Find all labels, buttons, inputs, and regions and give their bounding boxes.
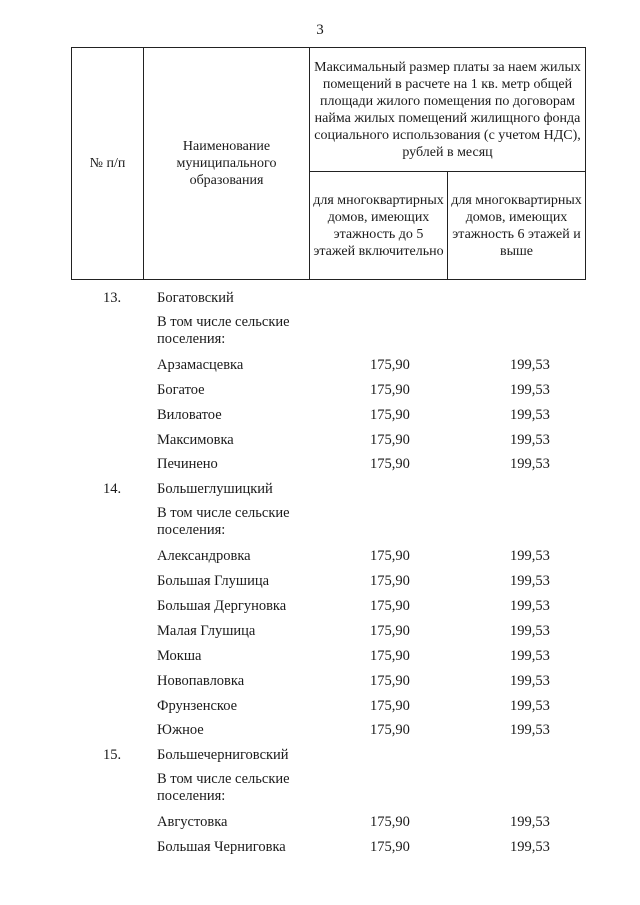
row-name: Виловатое bbox=[157, 406, 222, 423]
row-value-large: 199,53 bbox=[510, 598, 550, 615]
row-value-small: 175,90 bbox=[370, 573, 410, 590]
table-row bbox=[0, 289, 640, 314]
table-row bbox=[0, 721, 640, 746]
row-name: В том числе сельские поселения: bbox=[157, 313, 290, 347]
table-row bbox=[0, 838, 640, 863]
row-value-large: 199,53 bbox=[510, 456, 550, 473]
table-row bbox=[0, 813, 640, 838]
row-name: Большая Дергуновка bbox=[157, 598, 287, 615]
row-value-small: 175,90 bbox=[370, 722, 410, 739]
row-name: Александровка bbox=[157, 548, 251, 565]
row-value-small: 175,90 bbox=[370, 622, 410, 639]
row-value-large: 199,53 bbox=[510, 406, 550, 423]
row-value-small: 175,90 bbox=[370, 814, 410, 831]
row-value-small: 175,90 bbox=[370, 598, 410, 615]
header-col-a: для многоквартирных домов, имеющих этажность до 5 этажей включительно bbox=[310, 172, 448, 280]
header-col-b: для многоквартирных домов, имеющих этажность 6 этажей и выше bbox=[448, 172, 586, 280]
row-number: 13. bbox=[103, 290, 122, 306]
row-value-small: 175,90 bbox=[370, 406, 410, 423]
row-name: Малая Глушица bbox=[157, 622, 256, 639]
header-num: № п/п bbox=[72, 48, 144, 280]
table-row bbox=[0, 406, 640, 431]
table-row bbox=[0, 547, 640, 572]
table-row bbox=[0, 455, 640, 480]
row-name: Арзамасцевка bbox=[157, 356, 244, 373]
table-row bbox=[0, 381, 640, 406]
row-name: Большая Глушица bbox=[157, 573, 270, 590]
row-name: Максимовка bbox=[157, 431, 234, 448]
row-name: В том числе сельские поселения: bbox=[157, 771, 290, 805]
row-name: Фрунзенское bbox=[157, 697, 238, 714]
row-value-large: 199,53 bbox=[510, 814, 550, 831]
row-name: Новопавловка bbox=[157, 672, 245, 689]
table-row bbox=[0, 746, 640, 771]
table-row bbox=[0, 597, 640, 622]
row-name: Мокша bbox=[157, 647, 202, 664]
row-value-small: 175,90 bbox=[370, 431, 410, 448]
row-value-large: 199,53 bbox=[510, 722, 550, 739]
header-name: Наименование муниципального образования bbox=[144, 48, 310, 280]
row-name: Большеглушицкий bbox=[157, 481, 273, 498]
row-name: Большечерниговский bbox=[157, 747, 289, 764]
table-row bbox=[0, 356, 640, 381]
table-row bbox=[0, 622, 640, 647]
table-row bbox=[0, 314, 640, 356]
row-value-small: 175,90 bbox=[370, 381, 410, 398]
row-name: Августовка bbox=[157, 814, 228, 831]
row-value-large: 199,53 bbox=[510, 573, 550, 590]
row-name: В том числе сельские поселения: bbox=[157, 505, 290, 539]
table-row bbox=[0, 697, 640, 722]
row-value-large: 199,53 bbox=[510, 548, 550, 565]
table-row bbox=[0, 672, 640, 697]
table-body bbox=[0, 289, 640, 863]
row-value-small: 175,90 bbox=[370, 839, 410, 856]
row-value-small: 175,90 bbox=[370, 548, 410, 565]
row-number: 14. bbox=[103, 481, 122, 498]
row-value-large: 199,53 bbox=[510, 381, 550, 398]
row-name: Южное bbox=[157, 722, 204, 739]
row-value-large: 199,53 bbox=[510, 672, 550, 689]
table-row bbox=[0, 771, 640, 813]
table-row bbox=[0, 647, 640, 672]
row-value-large: 199,53 bbox=[510, 647, 550, 664]
row-name: Печинено bbox=[157, 456, 218, 473]
row-value-small: 175,90 bbox=[370, 697, 410, 714]
row-name: Богатовский bbox=[157, 290, 234, 306]
row-name: Большая Черниговка bbox=[157, 839, 286, 856]
row-value-small: 175,90 bbox=[370, 356, 410, 373]
header-group: Максимальный размер платы за наем жилых помещений в расчете на 1 кв. метр общей площади жилого помещения по договорам найма жилых помещений жилищного фонда социального использования (с учетом НДС), рублей в месяц bbox=[310, 48, 586, 172]
row-value-small: 175,90 bbox=[370, 456, 410, 473]
row-value-large: 199,53 bbox=[510, 839, 550, 856]
row-value-small: 175,90 bbox=[370, 647, 410, 664]
row-value-large: 199,53 bbox=[510, 356, 550, 373]
header-table bbox=[71, 47, 586, 280]
row-value-large: 199,53 bbox=[510, 697, 550, 714]
table-row bbox=[0, 505, 640, 547]
table-row bbox=[0, 431, 640, 456]
row-value-small: 175,90 bbox=[370, 672, 410, 689]
row-name: Богатое bbox=[157, 381, 205, 398]
row-value-large: 199,53 bbox=[510, 431, 550, 448]
table-row bbox=[0, 572, 640, 597]
row-number: 15. bbox=[103, 747, 122, 764]
table-row bbox=[0, 480, 640, 505]
row-value-large: 199,53 bbox=[510, 622, 550, 639]
page-number: 3 bbox=[316, 22, 324, 38]
